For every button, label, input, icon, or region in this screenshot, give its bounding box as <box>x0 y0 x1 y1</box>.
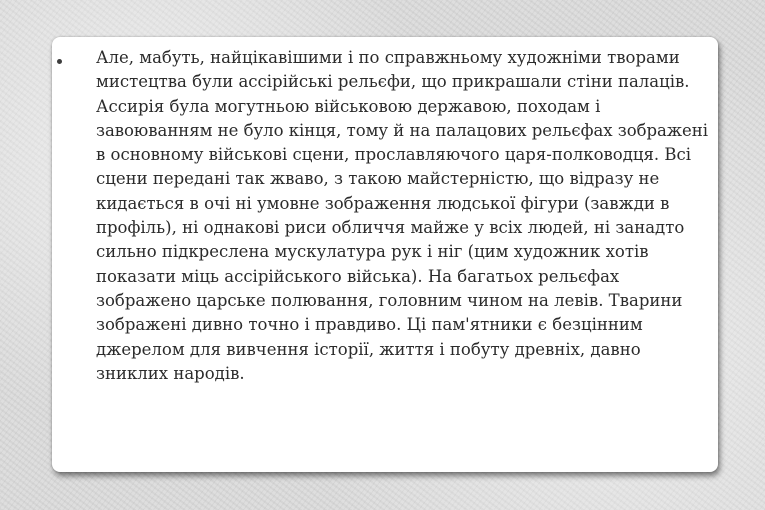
bullet-paragraph <box>96 46 708 386</box>
text-line: Ассирія була могутньою військовою державою, походам і <box>96 96 601 116</box>
text-line: сцени передані так жваво, з такою майстерністю, що відразу не <box>96 169 660 189</box>
text-line: зниклих народів. <box>96 363 245 383</box>
text-line: в основному військові сцени, прославляючого царя-полководця. Всі <box>96 145 692 165</box>
text-line: зображені дивно точно і правдиво. Ці пам'ятники є безцінним <box>96 315 643 335</box>
text-line: зображено царське полювання, головним чином на левів. Тварини <box>96 290 683 310</box>
bullet-dot-icon <box>57 59 62 64</box>
text-line: мистецтва були ассірійські рельєфи, що прикрашали стіни палаців. <box>96 72 690 92</box>
text-line: джерелом для вивчення історії, життя і побуту древніх, давно <box>96 339 641 359</box>
text-line: показати міць ассірійського війська). На багатьох рельєфах <box>96 266 620 286</box>
text-line: кидається в очі ні умовне зображення людської фігури (завжди в <box>96 193 670 213</box>
text-line: сильно підкреслена мускулатура рук і ніг (цим художник хотів <box>96 242 649 262</box>
text-line: завоюванням не було кінця, тому й на палацових рельєфах зображені <box>96 120 708 140</box>
text-line: Але, мабуть, найцікавішими і по справжньому художніми творами <box>96 48 680 67</box>
text-line: профіль), ні однакові риси обличчя майже у всіх людей, ні занадто <box>96 218 685 238</box>
